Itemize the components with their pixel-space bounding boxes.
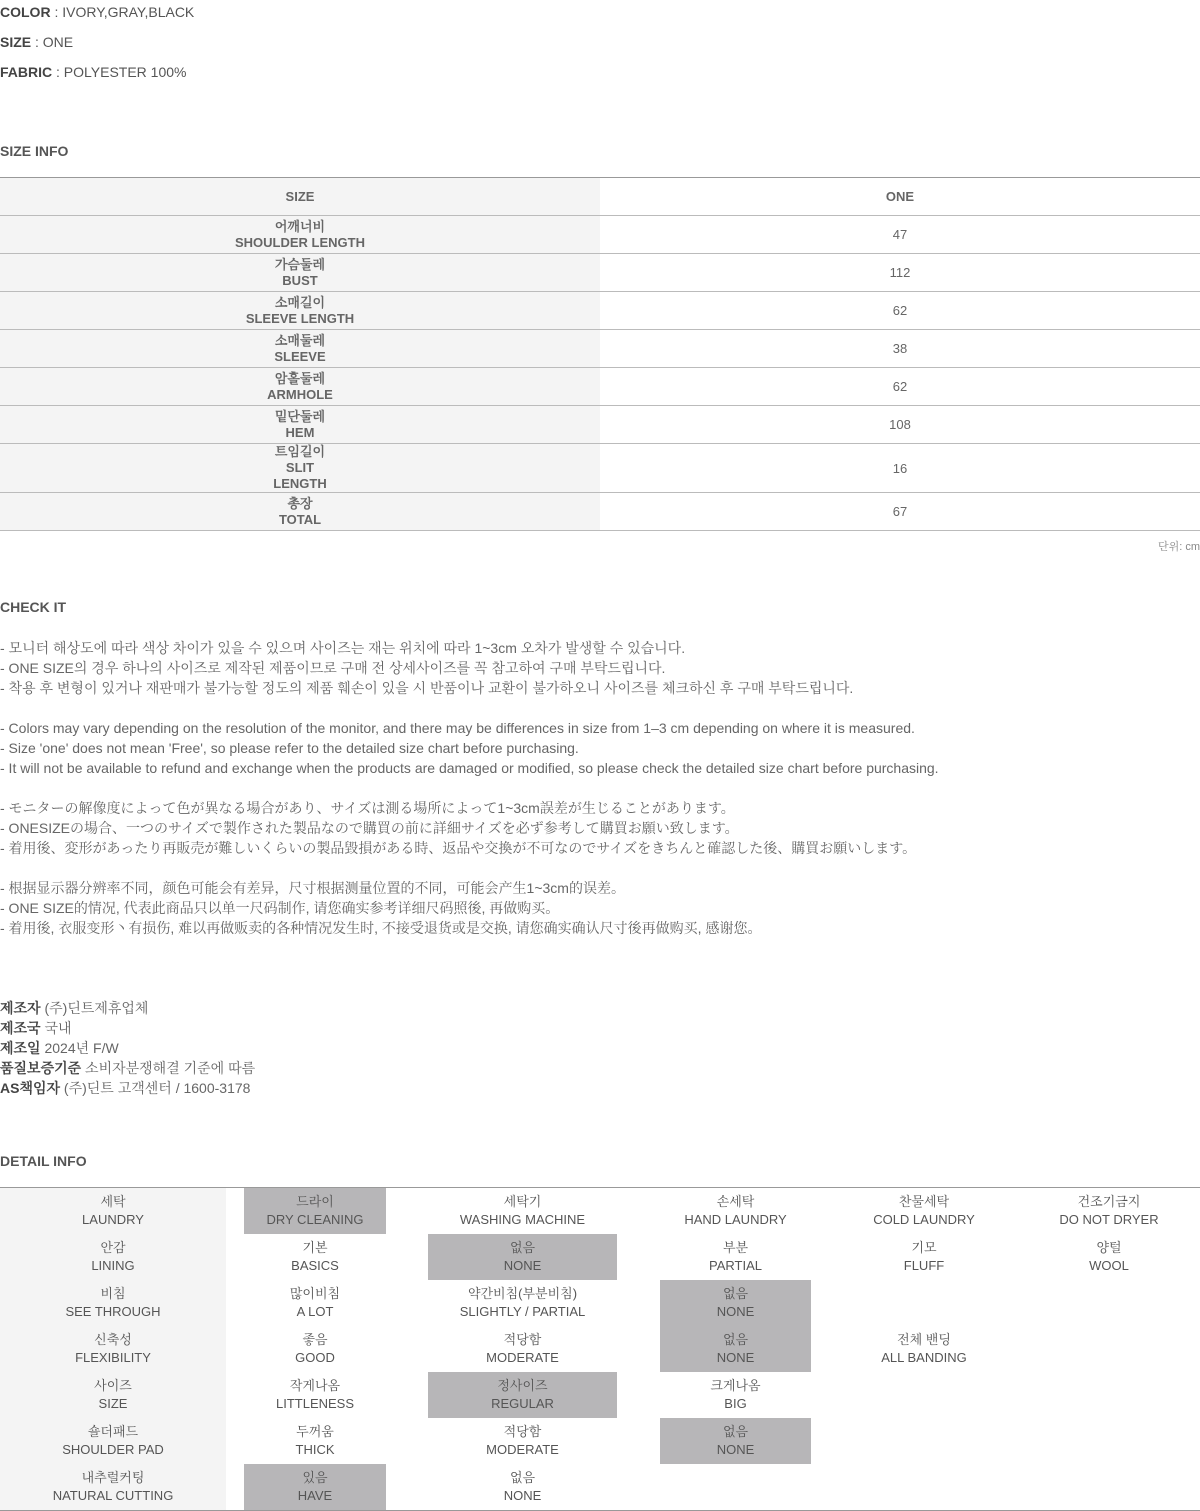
detail-option-en: MODERATE [486,1350,559,1365]
detail-row [0,1418,1200,1464]
detail-option [428,1188,617,1234]
note-line: - It will not be available to refund and exchange when the products are damaged or modified, so please check the detailed size chart before purchasing. [0,760,939,776]
detail-label [0,1372,226,1418]
detail-option-selected-en: REGULAR [491,1396,554,1411]
size-row [0,406,1200,444]
size-header-value: ONE [885,189,915,204]
detail-label-ko: 안감 [100,1240,126,1255]
size-row [0,216,1200,254]
detail-option-ko: 전체 밴딩 [897,1332,951,1347]
detail-label [0,1280,226,1326]
detail-option-ko: 찬물세탁 [898,1194,950,1209]
detail-option-selected-ko: 없음 [722,1424,749,1439]
note-line: - 根据显示器分辨率不同，颜色可能会有差异，尺寸根据测量位置的不同，可能会产生1~3cm的误差。 [0,880,625,896]
detail-label [0,1464,226,1510]
detail-option [244,1326,386,1372]
detail-label-ko: 신축성 [94,1332,132,1347]
spec-value: : POLYESTER 100% [52,64,187,80]
detail-option-en: LITTLENESS [275,1396,355,1411]
maker-line [0,1018,255,1038]
maker-value: 2024년 F/W [40,1040,119,1056]
size-label-ko: 소매길이 [274,294,326,310]
size-label-en: HEM [285,424,315,440]
size-label-ko: 밑단둘레 [274,408,326,424]
detail-option [1018,1234,1200,1280]
manufacturer-info [0,998,255,1098]
detail-option-selected [660,1280,811,1326]
detail-option-en: MODERATE [486,1442,559,1457]
size-row [0,493,1200,531]
size-row [0,444,1200,493]
size-label-ko: 트임길이 [274,444,326,459]
detail-option-en: DO NOT DRYER [1059,1212,1159,1227]
maker-line [0,1078,255,1098]
size-row-label [0,216,600,253]
detail-option-selected-en: NONE [503,1258,542,1273]
detail-row [0,1280,1200,1326]
detail-option-en: GOOD [295,1350,335,1365]
detail-label-ko: 사이즈 [94,1378,132,1393]
detail-option-selected-ko: 드라이 [296,1194,334,1209]
detail-label-en: LAUNDRY [82,1212,144,1227]
size-label-en: BUST [282,272,318,288]
maker-line [0,1038,255,1058]
size-row [0,254,1200,292]
size-label-en: SLIT [285,460,315,475]
spec-value: : ONE [31,34,74,50]
detail-option-ko: 기본 [302,1240,328,1255]
spec-value: : IVORY,GRAY,BLACK [50,4,195,20]
detail-option-en: BASICS [291,1258,339,1273]
detail-option [660,1188,811,1234]
detail-option-ko: 손세탁 [716,1194,755,1209]
maker-line [0,1058,255,1078]
detail-option [660,1372,811,1418]
detail-option-selected-ko: 없음 [722,1286,749,1301]
detail-label-en: SIZE [98,1396,128,1411]
note-line: - ONE SIZE의 경우 하나의 사이즈로 제작된 제품이므로 구매 전 상세사이즈를 꼭 참고하여 구매 부탁드립니다. [0,660,666,676]
detail-option-en: WOOL [1089,1258,1129,1273]
detail-option-ko: 부분 [722,1240,749,1255]
detail-option-ko: 많이비침 [289,1286,341,1301]
note-line: - 착용 후 변형이 있거나 재판매가 불가능할 정도의 제품 훼손이 있을 시 반품이나 교환이 불가하오니 사이즈를 체크하신 후 구매 부탁드립니다. [0,680,854,696]
detail-option-selected-en: NONE [716,1442,755,1457]
detail-label-en: SHOULDER PAD [62,1442,164,1457]
spec-key: COLOR [0,4,51,20]
detail-option [244,1372,386,1418]
size-row-value: 67 [892,504,908,519]
size-row-label [0,368,600,405]
size-row [0,368,1200,406]
detail-option-en: ALL BANDING [881,1350,967,1365]
detail-option [830,1188,1018,1234]
size-header-label: SIZE [0,178,600,215]
size-label-ko: 어깨너비 [274,218,326,234]
detail-label-en: NATURAL CUTTING [52,1488,174,1503]
note-line: - 모니터 해상도에 따라 색상 차이가 있을 수 있으며 사이즈는 재는 위치에 따라 1~3cm 오차가 발생할 수 있습니다. [0,640,686,656]
detail-option-en: HAND LAUNDRY [684,1212,787,1227]
note-line: - 着用後、変形があったり再販売が難しいくらいの製品毀損がある時、返品や交換が不可なのでサイズをきちんと確認した後、購買お願いします。 [0,840,917,856]
maker-key: 제조국 [0,1020,41,1036]
detail-option-ko: 적당함 [503,1424,542,1439]
detail-option [428,1280,617,1326]
detail-option-ko: 건조기금지 [1077,1194,1141,1209]
detail-option-selected-ko: 정사이즈 [497,1378,548,1393]
detail-label [0,1188,226,1234]
detail-option-en: NONE [503,1488,542,1503]
size-row [0,292,1200,330]
size-info-title: SIZE INFO [0,143,69,159]
size-table-header [0,178,1200,216]
detail-option-selected-ko: 있음 [302,1470,328,1485]
detail-option-selected-ko: 없음 [509,1240,536,1255]
detail-option-selected-en: NONE [716,1304,755,1319]
size-row-value: 47 [892,227,908,242]
size-label-en: TOTAL [278,511,322,527]
maker-key: 품질보증기준 [0,1060,82,1076]
detail-option [1018,1188,1200,1234]
detail-option-en: BIG [724,1396,747,1411]
detail-label-ko: 세탁 [100,1194,126,1209]
maker-value: (주)딘트 고객센터 / 1600-3178 [60,1080,251,1096]
check-it-notes [0,638,1200,938]
note-line: - モニターの解像度によって色が異なる場合があり、サイズは測る場所によって1~3cm誤差が生じることがあります。 [0,800,735,816]
detail-option-en: THICK [295,1442,335,1457]
detail-option-selected-en: NONE [716,1350,755,1365]
size-row-label [0,493,600,530]
unit-note: 단위: cm [1157,541,1200,553]
spec-size [0,34,73,50]
size-row-label [0,254,600,291]
size-row-label [0,330,600,367]
detail-option [830,1326,1018,1372]
maker-key: 제조일 [0,1040,41,1056]
spec-color [0,4,194,20]
check-it-title: CHECK IT [0,599,67,615]
detail-option-ko: 크게나옴 [710,1378,761,1393]
detail-label-en: LINING [91,1258,135,1273]
size-label-en: ARMHOLE [267,386,333,402]
detail-option-en: SLIGHTLY / PARTIAL [459,1304,586,1319]
detail-option-ko: 양털 [1096,1240,1122,1255]
detail-option-selected [428,1234,617,1280]
maker-line [0,998,255,1018]
maker-value: 소비자분쟁해결 기준에 따름 [81,1060,256,1076]
detail-option-ko: 기모 [911,1240,937,1255]
size-row-value: 62 [892,303,908,318]
detail-option-en: PARTIAL [709,1258,762,1273]
size-label-en: SLEEVE LENGTH [245,310,355,326]
detail-option [244,1280,386,1326]
detail-option-ko: 없음 [509,1470,536,1485]
detail-option-selected [660,1326,811,1372]
detail-option-ko: 적당함 [503,1332,542,1347]
size-row-value: 16 [892,460,908,476]
detail-option-ko: 좋음 [302,1332,328,1347]
maker-value: (주)딘트제휴업체 [40,1000,149,1016]
detail-option-en: FLUFF [903,1258,945,1273]
detail-option-selected [660,1418,811,1464]
maker-value: 국내 [40,1020,72,1036]
detail-option [428,1418,617,1464]
detail-option-en: WASHING MACHINE [459,1212,586,1227]
size-row-value: 38 [892,341,908,356]
detail-label-en: FLEXIBILITY [75,1350,151,1365]
size-row [0,330,1200,368]
note-line: - Size 'one' does not mean 'Free', so please refer to the detailed size chart before purchasing. [0,740,579,756]
note-line: - 着用後, 衣服变形丶有损伤, 难以再做贩卖的各种情况发生时, 不接受退货或是交换, 请您确实确认尺寸後再做购买, 感谢您。 [0,920,762,936]
spec-key: FABRIC [0,64,53,80]
size-label-en: SHOULDER LENGTH [235,234,365,250]
detail-label-en: SEE THROUGH [65,1304,161,1319]
detail-option-selected [244,1464,386,1510]
detail-label-ko: 내추럴커팅 [81,1470,145,1485]
detail-row [0,1234,1200,1280]
detail-option [660,1234,811,1280]
note-line: - ONE SIZE的情况, 代表此商品只以单一尺码制作, 请您确实参考详细尺码照後, 再做购买。 [0,900,560,916]
detail-row [0,1464,1200,1510]
size-row-label [0,444,600,492]
detail-option-selected-en: HAVE [297,1488,333,1503]
detail-option-selected-ko: 없음 [722,1332,749,1347]
maker-key: 제조자 [0,1000,41,1016]
detail-option [244,1418,386,1464]
detail-option-ko: 두꺼움 [296,1424,334,1439]
detail-label-ko: 비침 [100,1286,126,1301]
detail-option-selected [428,1372,617,1418]
detail-option-en: COLD LAUNDRY [873,1212,975,1227]
detail-label [0,1418,226,1464]
detail-info-title: DETAIL INFO [0,1153,87,1169]
size-row-value: 108 [889,417,911,432]
size-label-ko: 가슴둘레 [274,256,326,272]
detail-option-selected [244,1188,386,1234]
size-table [0,177,1200,531]
note-line: - Colors may vary depending on the resolution of the monitor, and there may be differences in size from 1–3 cm depending on where it is measured. [0,720,915,736]
size-row-label [0,292,600,329]
size-label-en: LENGTH [273,476,327,491]
size-row-value: 112 [889,265,911,280]
size-label-ko: 암홀둘레 [274,370,326,386]
detail-option-ko: 세탁기 [503,1194,542,1209]
detail-option-en: A LOT [296,1304,334,1319]
detail-row [0,1188,1200,1234]
detail-row [0,1326,1200,1372]
size-row-label [0,406,600,443]
spec-key: SIZE [0,34,32,50]
detail-option-ko: 약간비침(부분비침) [467,1286,578,1301]
detail-row [0,1372,1200,1418]
detail-option [244,1234,386,1280]
detail-label-ko: 숄더패드 [87,1424,139,1439]
maker-key: AS책임자 [0,1080,61,1096]
detail-label [0,1326,226,1372]
detail-option-selected-en: DRY CLEANING [266,1212,364,1227]
detail-option-ko: 작게나옴 [289,1378,341,1393]
detail-label [0,1234,226,1280]
detail-option [830,1234,1018,1280]
detail-option [428,1326,617,1372]
size-row-value: 62 [892,379,908,394]
note-line: - ONESIZEの場合、一つのサイズで製作された製品なので購買の前に詳細サイズを必ず参考して購買お願い致します。 [0,820,739,836]
detail-info-grid [0,1187,1200,1511]
size-label-ko: 총장 [287,495,313,511]
detail-option [428,1464,617,1510]
size-label-en: SLEEVE [274,348,326,364]
size-label-ko: 소매둘레 [274,332,326,348]
spec-fabric [0,64,186,80]
